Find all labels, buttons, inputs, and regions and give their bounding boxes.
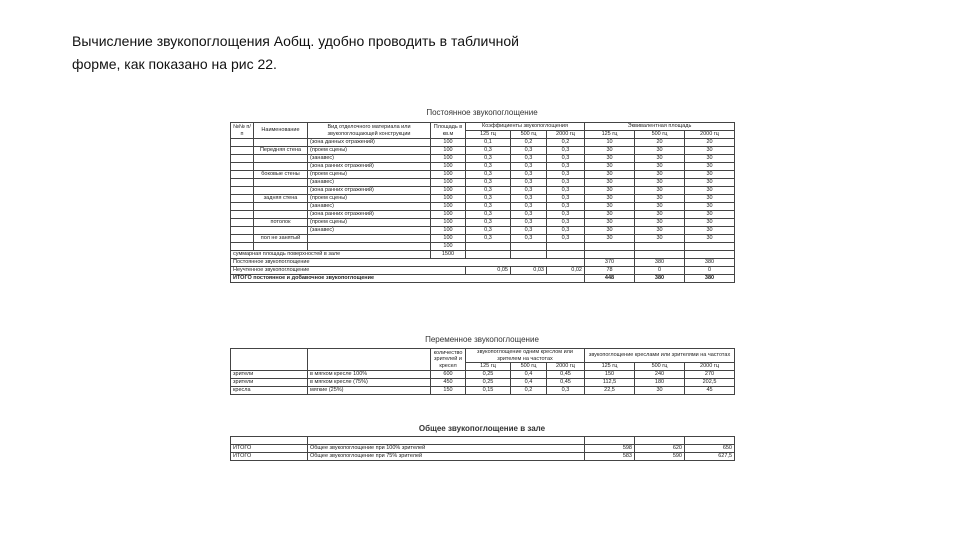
seat-coef-2000-cell: 0,45 <box>547 371 585 379</box>
seat-coef-2000-cell: 0,45 <box>547 379 585 387</box>
coef-125-cell: 0,3 <box>466 187 511 195</box>
col-material-header: Вид отделочного материала или звукопоглощающей конструкции <box>308 123 431 139</box>
const-table-row <box>231 195 735 203</box>
unaccounted-coef-500: 0,03 <box>511 267 547 275</box>
const-table-row <box>231 187 735 195</box>
per-seat-header: звукопоглощение одним креслом или зрителем на частотах <box>466 349 585 363</box>
surface-name-cell <box>254 203 308 211</box>
total-2000-cell: 650 <box>685 445 735 453</box>
total-spacer-row <box>231 437 735 445</box>
equiv-500-cell: 30 <box>635 147 685 155</box>
material-cell <box>308 235 431 243</box>
unaccounted-value-500: 0 <box>635 267 685 275</box>
equiv-2000-cell <box>685 243 735 251</box>
area-cell: 100 <box>431 211 466 219</box>
seat-coef-500-cell: 0,4 <box>511 371 547 379</box>
area-cell: 100 <box>431 195 466 203</box>
total-125-cell: 598 <box>585 445 635 453</box>
material-cell: (проем сцены) <box>308 195 431 203</box>
const-table-row <box>231 163 735 171</box>
coef-500-cell: 0,3 <box>511 219 547 227</box>
equiv-500-cell: 30 <box>635 163 685 171</box>
equiv-125-cell: 30 <box>585 147 635 155</box>
equiv-500-cell: 30 <box>635 155 685 163</box>
const-table-row <box>231 171 735 179</box>
seat-coef-125-cell: 0,25 <box>466 371 511 379</box>
surface-name-cell: потолок <box>254 219 308 227</box>
equiv-125-cell: 30 <box>585 195 635 203</box>
seat-equiv-125-cell: 150 <box>585 371 635 379</box>
coef-500-cell: 0,3 <box>511 155 547 163</box>
const-table-row <box>231 179 735 187</box>
coef-500-cell: 0,3 <box>511 227 547 235</box>
total-section-title: Общее звукопоглощение в зале <box>418 424 546 433</box>
equiv-2000-cell: 30 <box>685 179 735 187</box>
coef-500-cell: 0,3 <box>511 187 547 195</box>
seat-equiv-125-cell: 112,5 <box>585 379 635 387</box>
var-equiv-125-header: 125 гц <box>585 363 635 371</box>
equiv-125-cell: 30 <box>585 203 635 211</box>
qty-header: количество зрителей и кресел <box>431 349 466 371</box>
coef-125-cell: 0,3 <box>466 211 511 219</box>
const-total-row <box>231 275 735 283</box>
unaccounted-value-2000: 0 <box>685 267 735 275</box>
total-500-cell: 620 <box>635 445 685 453</box>
equiv-500-cell: 30 <box>635 219 685 227</box>
occupant-cell: зрители <box>231 379 308 387</box>
material-cell: (зона ранних отражений) <box>308 187 431 195</box>
equiv-500-cell: 30 <box>635 195 685 203</box>
const-table-row <box>231 139 735 147</box>
equiv-2000-cell: 30 <box>685 187 735 195</box>
col-area-header: Площадь в кв.м <box>431 123 466 139</box>
equiv-500-cell: 30 <box>635 179 685 187</box>
const-table-row <box>231 235 735 243</box>
equiv-2000-cell: 30 <box>685 171 735 179</box>
equiv-2000-cell: 30 <box>685 163 735 171</box>
unaccounted-label: Неучтенное звукопоглощение <box>231 267 466 275</box>
equiv-2000-header: 2000 гц <box>685 131 735 139</box>
coef-2000-cell <box>547 243 585 251</box>
area-cell: 100 <box>431 219 466 227</box>
equiv-125-cell: 30 <box>585 155 635 163</box>
intro-line-2: форме, как показано на рис 22. <box>72 56 277 72</box>
coef-500-cell: 0,3 <box>511 203 547 211</box>
coef-2000-cell: 0,3 <box>547 219 585 227</box>
total-2000-cell: 627,5 <box>685 453 735 461</box>
var-absorption-table <box>230 348 735 395</box>
equiv-2000-cell: 30 <box>685 155 735 163</box>
occupant-cell: кресла <box>231 387 308 395</box>
coef-2000-cell: 0,3 <box>547 155 585 163</box>
seat-equiv-500-cell: 30 <box>635 387 685 395</box>
material-cell: (зона данных отражений) <box>308 139 431 147</box>
area-cell: 100 <box>431 227 466 235</box>
material-cell: (занавес) <box>308 203 431 211</box>
coef-500-cell: 0,3 <box>511 147 547 155</box>
row-number-cell <box>231 139 254 147</box>
material-cell: (занавес) <box>308 179 431 187</box>
material-cell: (занавес) <box>308 155 431 163</box>
seat-equiv-2000-cell: 45 <box>685 387 735 395</box>
equiv-125-cell: 30 <box>585 187 635 195</box>
equiv-500-cell: 30 <box>635 171 685 179</box>
row-number-cell <box>231 187 254 195</box>
area-cell: 100 <box>431 179 466 187</box>
seat-coef-2000-cell: 0,3 <box>547 387 585 395</box>
const-total-label: ИТОГО постоянное и добавочное звукопоглощение <box>231 275 585 283</box>
total-absorption-table <box>230 436 735 461</box>
coef-125-cell: 0,3 <box>466 235 511 243</box>
row-number-cell <box>231 235 254 243</box>
const-table-row <box>231 227 735 235</box>
const-summary <box>231 251 735 283</box>
const-absorption-table <box>230 122 735 283</box>
total-desc-cell: Общее звукопоглощение при 75% зрителей <box>308 453 585 461</box>
const-table-row <box>231 155 735 163</box>
total-seats-header: звукопоглощение креслами или зрителями на частотах <box>585 349 735 363</box>
seat-coef-500-cell: 0,4 <box>511 379 547 387</box>
seat-equiv-500-cell: 240 <box>635 371 685 379</box>
area-cell: 100 <box>431 203 466 211</box>
intro-text <box>72 30 632 76</box>
quantity-cell: 150 <box>431 387 466 395</box>
total-name-cell: ИТОГО <box>231 453 308 461</box>
coef-125-cell: 0,3 <box>466 203 511 211</box>
const-table-row <box>231 211 735 219</box>
total-table-row <box>231 445 735 453</box>
coef-2000-cell: 0,3 <box>547 147 585 155</box>
const-table-row <box>231 219 735 227</box>
surface-name-cell <box>254 243 308 251</box>
var-header-row <box>231 349 735 363</box>
coef-2000-cell: 0,3 <box>547 211 585 219</box>
area-cell: 100 <box>431 235 466 243</box>
row-number-cell <box>231 155 254 163</box>
surface-name-cell <box>254 211 308 219</box>
area-cell: 100 <box>431 139 466 147</box>
coef-2000-cell: 0,3 <box>547 235 585 243</box>
const-total-125: 448 <box>585 275 635 283</box>
coef-500-cell <box>511 243 547 251</box>
coef-125-cell: 0,3 <box>466 179 511 187</box>
coef-125-cell: 0,3 <box>466 227 511 235</box>
material-cell: (занавес) <box>308 227 431 235</box>
freq-2000-header: 2000 гц <box>547 131 585 139</box>
equiv-2000-cell: 30 <box>685 211 735 219</box>
coef-500-cell: 0,3 <box>511 235 547 243</box>
unaccounted-row <box>231 267 735 275</box>
quantity-cell: 450 <box>431 379 466 387</box>
row-number-cell <box>231 147 254 155</box>
col-name-header: Наименование <box>254 123 308 139</box>
var-table-row <box>231 379 735 387</box>
total-area-row <box>231 251 735 259</box>
material-cell: (проем сцены) <box>308 147 431 155</box>
coef-500-cell: 0,3 <box>511 195 547 203</box>
seat-coef-125-cell: 0,15 <box>466 387 511 395</box>
row-number-cell <box>231 163 254 171</box>
seat-type-cell: в мягком кресле (75%) <box>308 379 431 387</box>
equiv-2000-cell: 30 <box>685 235 735 243</box>
var-equiv-2000-header: 2000 гц <box>685 363 735 371</box>
total-table-row <box>231 453 735 461</box>
const-absorption-row <box>231 259 735 267</box>
coef-500-cell: 0,3 <box>511 211 547 219</box>
material-cell <box>308 243 431 251</box>
equiv-500-cell: 30 <box>635 235 685 243</box>
seat-equiv-2000-cell: 270 <box>685 371 735 379</box>
coef-2000-cell: 0,3 <box>547 179 585 187</box>
col-num-header: №№ п/п <box>231 123 254 139</box>
const-total-500: 380 <box>635 275 685 283</box>
material-cell: (зона ранних отражений) <box>308 211 431 219</box>
equiv-125-cell: 30 <box>585 163 635 171</box>
seat-equiv-500-cell: 180 <box>635 379 685 387</box>
coef-2000-cell: 0,3 <box>547 171 585 179</box>
area-cell: 100 <box>431 147 466 155</box>
surface-name-cell: боковые стены <box>254 171 308 179</box>
coef-2000-cell: 0,3 <box>547 163 585 171</box>
const-header-row <box>231 123 735 131</box>
area-cell: 100 <box>431 155 466 163</box>
area-cell: 100 <box>431 187 466 195</box>
row-number-cell <box>231 203 254 211</box>
unaccounted-coef-2000: 0,02 <box>547 267 585 275</box>
equiv-500-cell: 20 <box>635 139 685 147</box>
total-500-cell: 590 <box>635 453 685 461</box>
coef-125-cell: 0,3 <box>466 171 511 179</box>
total-125-cell: 583 <box>585 453 635 461</box>
row-number-cell <box>231 243 254 251</box>
coef-500-cell: 0,3 <box>511 179 547 187</box>
row-number-cell <box>231 219 254 227</box>
equiv-2000-cell: 30 <box>685 147 735 155</box>
freq-125-header: 125 гц <box>466 131 511 139</box>
row-number-cell <box>231 195 254 203</box>
equiv-2000-cell: 30 <box>685 203 735 211</box>
occupant-cell: зрители <box>231 371 308 379</box>
seat-type-cell: в мягком кресле 100% <box>308 371 431 379</box>
surface-name-cell: задняя стена <box>254 195 308 203</box>
quantity-cell: 600 <box>431 371 466 379</box>
coef-2000-cell: 0,3 <box>547 227 585 235</box>
const-value-2000: 380 <box>685 259 735 267</box>
const-table-row <box>231 203 735 211</box>
const-table-row <box>231 147 735 155</box>
equiv-125-cell: 30 <box>585 219 635 227</box>
material-cell: (зона ранних отражений) <box>308 163 431 171</box>
seat-equiv-125-cell: 22,5 <box>585 387 635 395</box>
material-cell: (проем сцены) <box>308 171 431 179</box>
equiv-2000-cell: 30 <box>685 219 735 227</box>
surface-name-cell <box>254 163 308 171</box>
unaccounted-value-125: 78 <box>585 267 635 275</box>
const-value-125: 370 <box>585 259 635 267</box>
coef-125-cell: 0,3 <box>466 147 511 155</box>
seat-coef-500-cell: 0,2 <box>511 387 547 395</box>
coef-125-cell: 0,3 <box>466 219 511 227</box>
coef-500-cell: 0,2 <box>511 139 547 147</box>
seat-equiv-2000-cell: 202,5 <box>685 379 735 387</box>
seat-coef-125-cell: 0,25 <box>466 379 511 387</box>
equiv-500-cell: 30 <box>635 203 685 211</box>
equiv-125-cell: 30 <box>585 211 635 219</box>
surface-name-cell: Передняя стена <box>254 147 308 155</box>
seat-type-cell: мягкие (25%) <box>308 387 431 395</box>
var-freq-125-header: 125 гц <box>466 363 511 371</box>
coef-125-cell: 0,3 <box>466 163 511 171</box>
equiv-2000-cell: 30 <box>685 195 735 203</box>
equiv-500-cell <box>635 243 685 251</box>
area-cell: 100 <box>431 243 466 251</box>
var-freq-500-header: 500 гц <box>511 363 547 371</box>
equiv-125-cell: 30 <box>585 235 635 243</box>
coef-125-cell: 0,1 <box>466 139 511 147</box>
equiv-125-cell: 30 <box>585 171 635 179</box>
const-section-title: Постоянное звукопоглощение <box>426 108 538 117</box>
equiv-500-header: 500 гц <box>635 131 685 139</box>
coef-500-cell: 0,3 <box>511 163 547 171</box>
material-cell: (проем сцены) <box>308 219 431 227</box>
equiv-500-cell: 30 <box>635 227 685 235</box>
area-cell: 100 <box>431 171 466 179</box>
equiv-2000-cell: 30 <box>685 227 735 235</box>
row-number-cell <box>231 227 254 235</box>
surface-name-cell <box>254 179 308 187</box>
var-freq-2000-header: 2000 гц <box>547 363 585 371</box>
equiv-500-cell: 30 <box>635 211 685 219</box>
coef-2000-cell: 0,2 <box>547 139 585 147</box>
surface-name-cell: пол не занятый <box>254 235 308 243</box>
equiv-125-cell: 30 <box>585 179 635 187</box>
equiv-125-cell: 30 <box>585 227 635 235</box>
surface-name-cell <box>254 187 308 195</box>
equiv-125-cell <box>585 243 635 251</box>
surface-name-cell <box>254 155 308 163</box>
const-value-500: 380 <box>635 259 685 267</box>
area-cell: 100 <box>431 163 466 171</box>
total-name-cell: ИТОГО <box>231 445 308 453</box>
const-absorption-label: Постоянное звукопоглощение <box>231 259 585 267</box>
equiv-125-header: 125 гц <box>585 131 635 139</box>
row-number-cell <box>231 211 254 219</box>
var-section-title: Переменное звукопоглощение <box>425 335 539 344</box>
equiv-group-header: Эквивалентная площадь <box>585 123 735 131</box>
coef-125-cell: 0,3 <box>466 195 511 203</box>
var-equiv-500-header: 500 гц <box>635 363 685 371</box>
absorption-spreadsheet-figure <box>230 108 734 460</box>
freq-500-header: 500 гц <box>511 131 547 139</box>
total-area-value: 1500 <box>431 251 466 259</box>
coef-125-cell: 0,3 <box>466 155 511 163</box>
coef-group-header: Коэффициенты звукопоглощения <box>466 123 585 131</box>
equiv-125-cell: 10 <box>585 139 635 147</box>
coef-500-cell: 0,3 <box>511 171 547 179</box>
coef-2000-cell: 0,3 <box>547 195 585 203</box>
total-area-label: суммарная площадь поверхностей в зале <box>231 251 431 259</box>
total-desc-cell: Общее звукопоглощение при 100% зрителей <box>308 445 585 453</box>
intro-line-1: Вычисление звукопоглощения Аобщ. удобно проводить в табличной <box>72 33 519 49</box>
unaccounted-coef-125: 0,05 <box>466 267 511 275</box>
equiv-500-cell: 30 <box>635 187 685 195</box>
row-number-cell <box>231 171 254 179</box>
equiv-2000-cell: 20 <box>685 139 735 147</box>
var-table-row <box>231 387 735 395</box>
coef-2000-cell: 0,3 <box>547 187 585 195</box>
surface-name-cell <box>254 227 308 235</box>
const-table-row <box>231 243 735 251</box>
row-number-cell <box>231 179 254 187</box>
coef-125-cell <box>466 243 511 251</box>
const-total-2000: 380 <box>685 275 735 283</box>
coef-2000-cell: 0,3 <box>547 203 585 211</box>
surface-name-cell <box>254 139 308 147</box>
var-table-row <box>231 371 735 379</box>
